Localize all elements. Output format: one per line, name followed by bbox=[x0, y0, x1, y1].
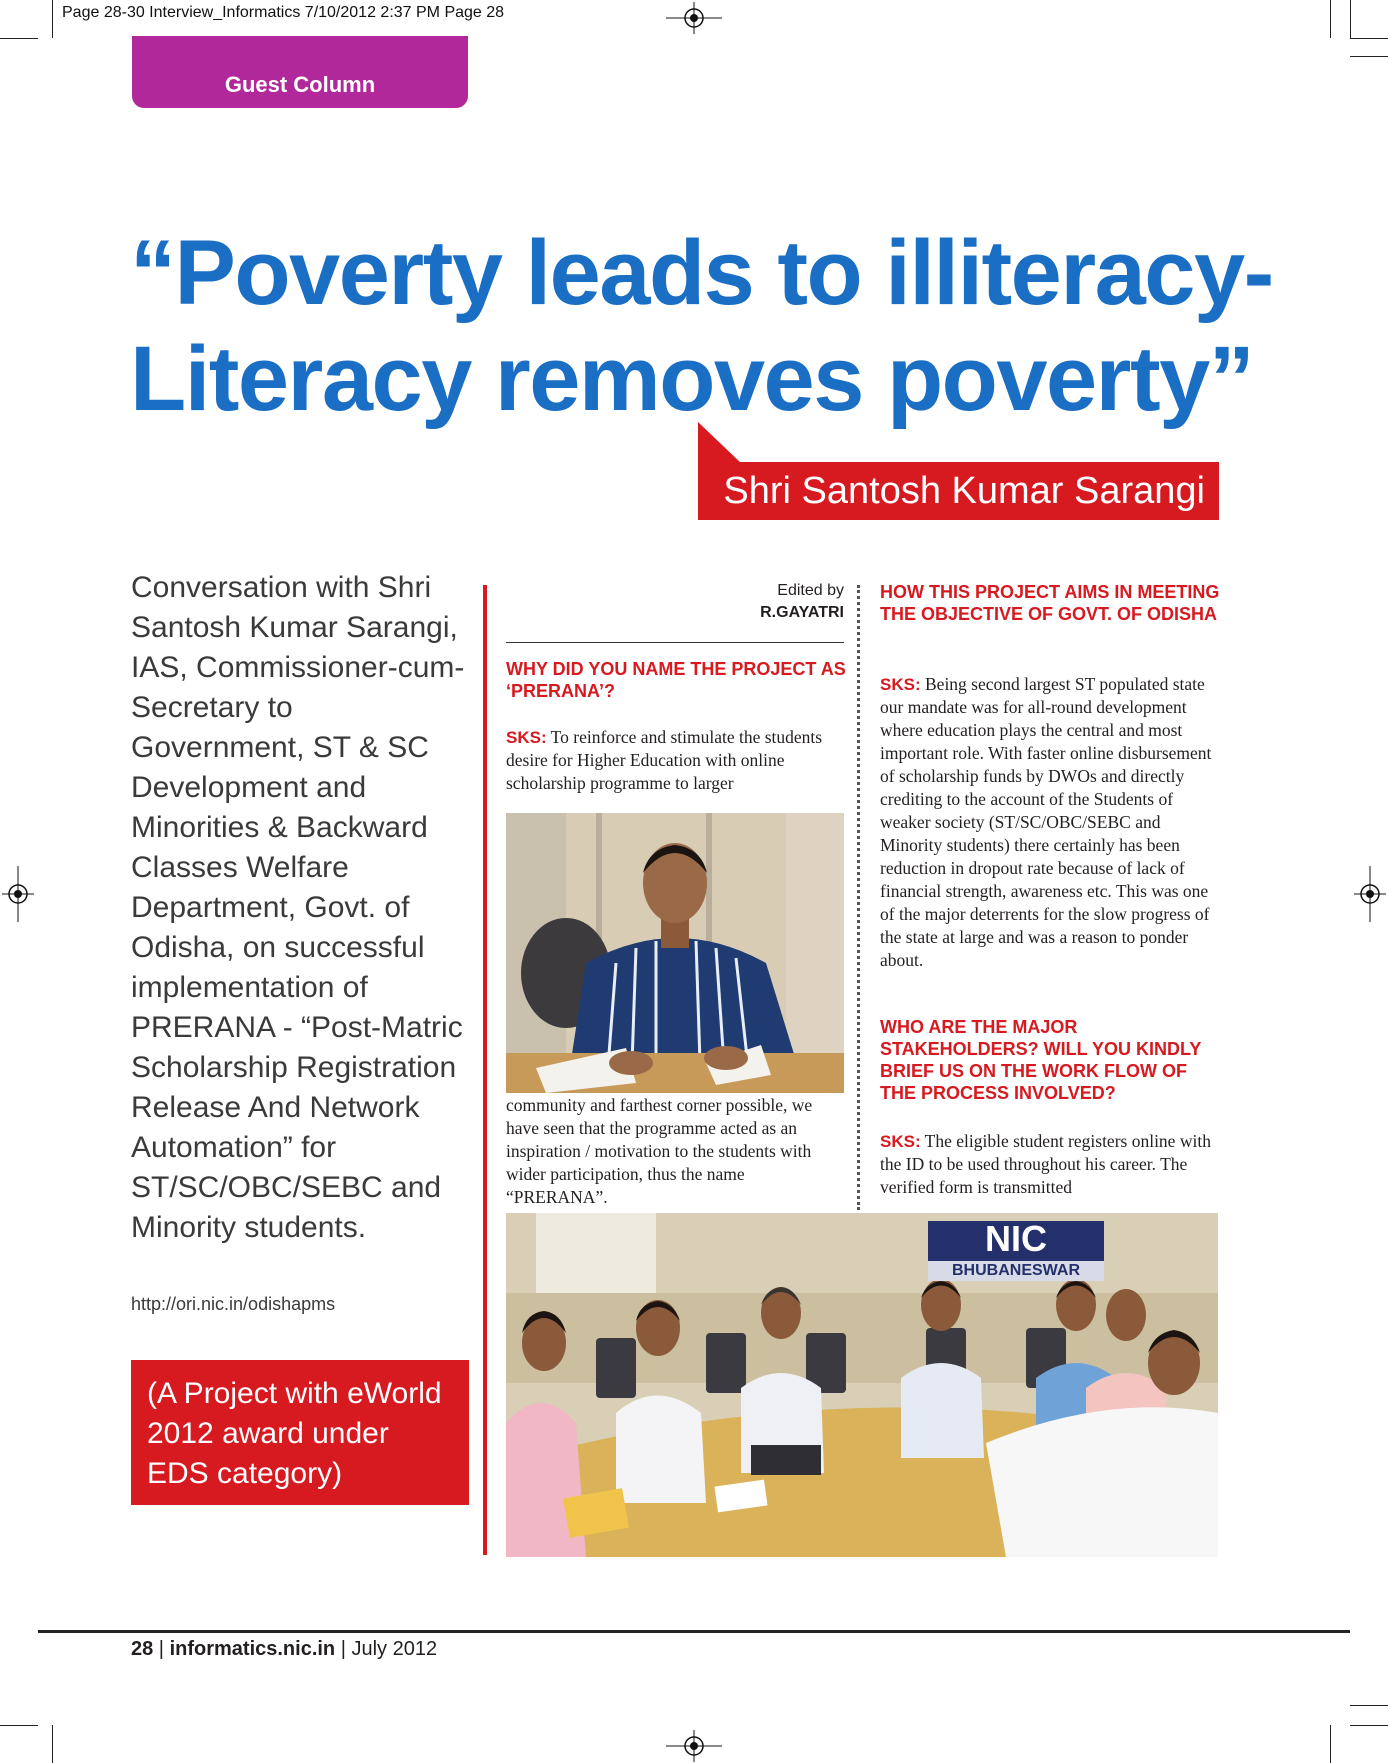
footer-separator: | bbox=[153, 1638, 170, 1660]
registration-mark-icon bbox=[666, 1730, 722, 1762]
headline bbox=[130, 220, 1310, 432]
edited-by bbox=[620, 580, 844, 624]
page-number: 28 bbox=[131, 1638, 154, 1660]
headline-line-2: Literacy removes poverty” bbox=[130, 328, 1254, 430]
footer-rule bbox=[38, 1630, 1350, 1633]
group-photo bbox=[506, 1213, 1218, 1557]
project-url[interactable]: http://ori.nic.in/odishapms bbox=[131, 1294, 336, 1314]
editor-name: R.GAYATRI bbox=[760, 604, 844, 621]
site-name: informatics.nic.in bbox=[169, 1638, 336, 1660]
intro-text: Conversation with Shri Santosh Kumar Sarangi, IAS, Commissioner-cum-Secretary to Government, ST & SC Development and Minorities & Backward Classes Welfare Department, Govt. of Odisha, on successful implementation of PRERANA - “Post-Matric Scholarship Registration Release And Network Automation” for ST/SC/OBC/SEBC and Minority students. bbox=[131, 571, 465, 1244]
nic-sign-subtitle: BHUBANESWAR bbox=[952, 1262, 1080, 1279]
speaker-label: SKS: bbox=[880, 675, 921, 694]
crop-mark bbox=[1350, 1725, 1388, 1726]
edited-by-label: Edited by bbox=[777, 582, 844, 599]
portrait-photo bbox=[506, 813, 844, 1093]
divider bbox=[506, 642, 844, 643]
answer-text bbox=[880, 673, 1220, 972]
crop-mark bbox=[1350, 56, 1388, 57]
column-divider bbox=[483, 585, 487, 1555]
issue-date: July 2012 bbox=[351, 1638, 438, 1660]
answer-text-continued: community and farthest corner possible, we have seen that the programme acted as an inspiration / motivation to the students with wider participation, thus the name “PRERANA”. bbox=[506, 1095, 813, 1207]
crop-mark bbox=[1350, 1705, 1388, 1706]
award-box: (A Project with eWorld 2012 award under EDS category) bbox=[131, 1360, 469, 1505]
crop-mark bbox=[1330, 1725, 1331, 1763]
crop-mark bbox=[52, 0, 53, 38]
registration-mark-icon bbox=[1354, 866, 1386, 922]
answer-text-part: The eligible student registers online with the ID to be used throughout his career. The verified form is transmitted bbox=[880, 1131, 1211, 1197]
question-heading: WHO ARE THE MAJOR STAKEHOLDERS? WILL YOU KINDLY BRIEF US ON THE WORK FLOW OF THE PROCESS INVOLVED? bbox=[880, 1017, 1202, 1103]
headline-line-1: “Poverty leads to illiteracy- bbox=[130, 222, 1273, 324]
speaker-label: SKS: bbox=[880, 1132, 921, 1151]
answer-text-part: To reinforce and stimulate the students desire for Higher Education with online scholarship programme to larger bbox=[506, 727, 823, 793]
crop-mark bbox=[1330, 0, 1331, 38]
crop-mark bbox=[0, 38, 38, 39]
speaker-label: SKS: bbox=[506, 728, 547, 747]
section-tab: Guest Column bbox=[132, 36, 468, 108]
crop-mark bbox=[52, 1725, 53, 1763]
question-heading: WHY DID YOU NAME THE PROJECT AS ‘PRERANA’? bbox=[506, 659, 846, 701]
footer-separator: | bbox=[335, 1638, 352, 1660]
registration-mark-icon bbox=[2, 866, 34, 922]
answer-text bbox=[506, 726, 846, 795]
question-heading: HOW THIS PROJECT AIMS IN MEETING THE OBJECTIVE OF GOVT. OF ODISHA bbox=[880, 582, 1220, 624]
author-banner: Shri Santosh Kumar Sarangi bbox=[698, 462, 1219, 520]
answer-text bbox=[880, 1130, 1220, 1199]
printer-slug: Page 28-30 Interview_Informatics 7/10/2012 2:37 PM Page 28 bbox=[62, 4, 505, 21]
registration-mark-icon bbox=[666, 2, 722, 34]
crop-mark bbox=[0, 1725, 38, 1726]
crop-mark bbox=[1350, 38, 1388, 39]
column-divider-dotted bbox=[857, 585, 860, 1210]
crop-mark bbox=[1350, 0, 1351, 38]
group-photo-image bbox=[506, 1213, 1218, 1557]
nic-sign-title: NIC bbox=[985, 1218, 1047, 1259]
answer-text-part: Being second largest ST populated state our mandate was for all-round development where education plays the central and most important role. With faster online disbursement of scholarship funds by DWOs and directly crediting to the account of the Students of weaker society (ST/SC/OBC/SEBC and Minority students) there certainly has been reduction in dropout rate because of lack of financial strength, awareness etc. This was one of the major deterrents for the slow progress of the state at large and was a reason to ponder about. bbox=[880, 674, 1212, 970]
page-footer bbox=[131, 1638, 437, 1661]
